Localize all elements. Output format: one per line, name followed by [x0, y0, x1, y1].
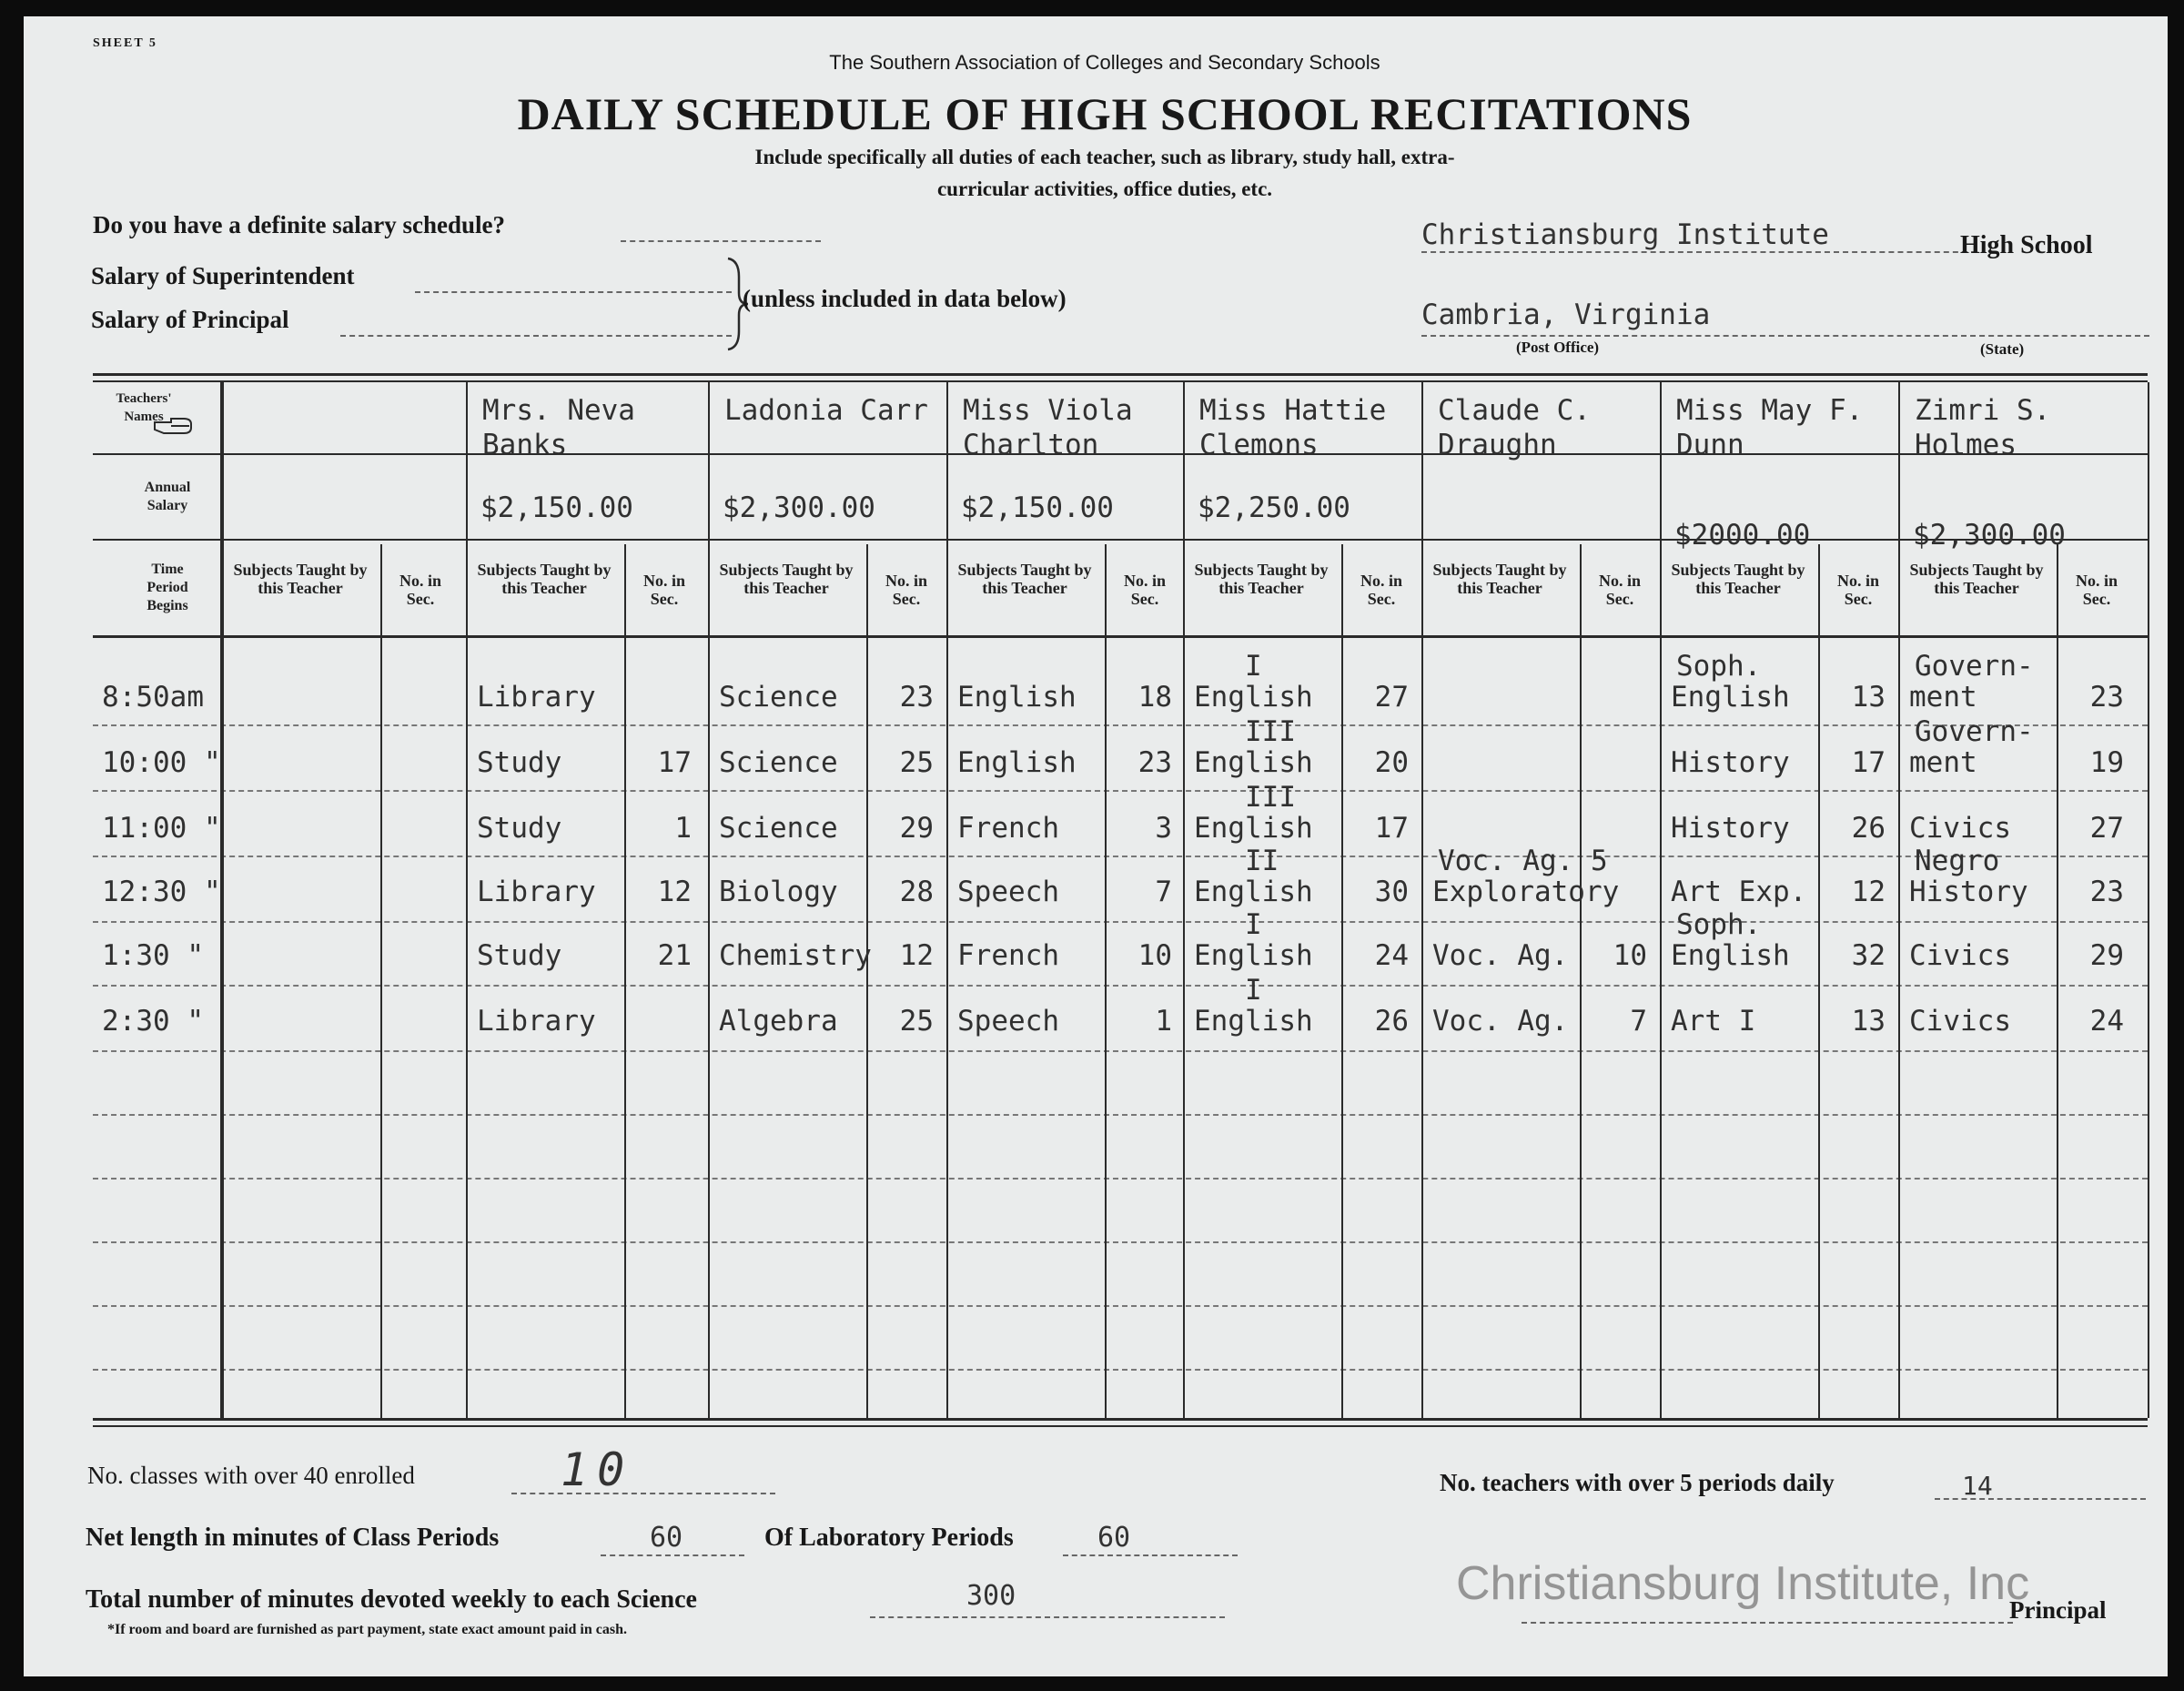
- section-count-cell: 24: [1374, 939, 1409, 972]
- subject-cell: Art Exp.: [1671, 876, 1807, 908]
- teachers-over-5-value: 14: [1962, 1471, 1993, 1501]
- row-line: [93, 1241, 2148, 1243]
- subject-prefix: II: [1245, 845, 1279, 877]
- subject-cell: Art I: [1671, 1005, 1756, 1038]
- high-school-label: High School: [1960, 231, 2093, 259]
- col-divider-teacher: [708, 382, 710, 1418]
- row-line: [93, 790, 2148, 792]
- col-divider-sec: [1818, 544, 1820, 1418]
- subject-cell: Speech: [957, 876, 1059, 908]
- subject-cell: English: [1194, 1005, 1313, 1038]
- annual-salary-value: $2,300.00: [1913, 519, 2066, 552]
- subject-prefix: III: [1245, 781, 1296, 814]
- subject-prefix: Voc. Ag. 5: [1438, 845, 1608, 877]
- subject-cell: Chemistry: [719, 939, 872, 972]
- row-line: [93, 985, 2148, 987]
- section-count-cell: 10: [1138, 939, 1172, 972]
- no-in-sec-header: No. in Sec.: [2075, 572, 2118, 608]
- section-count-cell: 12: [1851, 876, 1886, 908]
- section-count-cell: 29: [2089, 939, 2124, 972]
- subject-cell: Civics: [1909, 1005, 2011, 1038]
- period-start-time: 8:50am: [102, 681, 204, 714]
- section-count-cell: 1: [674, 812, 692, 845]
- subject-prefix: I: [1245, 650, 1262, 683]
- subject-cell: Library: [477, 681, 596, 714]
- salary-row-divider: [93, 539, 2148, 541]
- lab-periods-line: [1063, 1554, 1238, 1556]
- annual-salary-value: $2,250.00: [1198, 491, 1350, 524]
- col-divider-teacher: [466, 382, 468, 1418]
- period-start-time: 12:30 ": [102, 876, 221, 908]
- principal-salary-label: Salary of Principal: [91, 306, 289, 333]
- section-count-cell: 21: [657, 939, 692, 972]
- section-count-cell: 29: [899, 812, 934, 845]
- subject-cell: Voc. Ag.: [1432, 939, 1569, 972]
- section-count-cell: 1: [1155, 1005, 1172, 1038]
- no-in-sec-header: No. in Sec.: [1836, 572, 1879, 608]
- subject-cell: Civics: [1909, 812, 2011, 845]
- section-count-cell: 12: [657, 876, 692, 908]
- principal-signature-line: [1522, 1622, 2013, 1624]
- section-count-cell: 10: [1613, 939, 1647, 972]
- no-in-sec-header: No. in Sec.: [399, 572, 441, 608]
- unless-note: (unless included in data below): [743, 285, 1067, 312]
- section-count-cell: 23: [2089, 876, 2124, 908]
- row-line: [93, 856, 2148, 857]
- subject-cell: History: [1909, 876, 2028, 908]
- subject-cell: Speech: [957, 1005, 1059, 1038]
- section-count-cell: 12: [899, 939, 934, 972]
- section-count-cell: 23: [899, 681, 934, 714]
- section-count-cell: 23: [1138, 746, 1172, 779]
- col-divider-teacher: [222, 382, 224, 1418]
- table-top-border: [93, 373, 2148, 376]
- table-top-border-inner: [93, 380, 2148, 382]
- col-divider-teacher: [1183, 382, 1185, 1418]
- subject-prefix: III: [1245, 715, 1296, 748]
- row-line: [93, 1178, 2148, 1180]
- subject-cell: Voc. Ag.: [1432, 1005, 1569, 1038]
- state-label: (State): [1980, 340, 2025, 358]
- subjects-header: Subjects Taught by this Teacher: [1909, 561, 2044, 597]
- section-count-cell: 27: [1374, 681, 1409, 714]
- no-in-sec-header: No. in Sec.: [1360, 572, 1402, 608]
- subject-cell: English: [1671, 939, 1790, 972]
- no-in-sec-header: No. in Sec.: [1598, 572, 1641, 608]
- time-period-label: Time Period Begins: [147, 562, 188, 613]
- classes-over-40-value: 10: [561, 1443, 634, 1496]
- no-in-sec-header: No. in Sec.: [642, 572, 685, 608]
- form-sheet: [24, 16, 2168, 1676]
- subject-prefix: Govern-: [1915, 715, 2034, 748]
- section-count-cell: 25: [899, 746, 934, 779]
- col-divider-sec: [1580, 544, 1582, 1418]
- teacher-name: Claude C. Draughn: [1438, 394, 1591, 461]
- net-length-label: Net length in minutes of Class Periods: [86, 1524, 500, 1552]
- section-count-cell: 18: [1138, 681, 1172, 714]
- subject-cell: Study: [477, 746, 562, 779]
- annual-salary-value: $2000.00: [1674, 519, 1811, 552]
- col-divider-teacher: [946, 382, 948, 1418]
- net-length-value: 60: [650, 1522, 683, 1554]
- subject-cell: Science: [719, 681, 838, 714]
- post-office-value: Cambria, Virginia: [1421, 299, 1711, 331]
- science-minutes-line: [870, 1616, 1225, 1618]
- col-divider-sec: [866, 544, 868, 1418]
- subject-cell: Science: [719, 746, 838, 779]
- no-in-sec-header: No. in Sec.: [885, 572, 927, 608]
- subject-cell: Library: [477, 1005, 596, 1038]
- principal-salary-line: [340, 335, 732, 337]
- table-bottom-border: [93, 1418, 2148, 1421]
- subject-cell: Biology: [719, 876, 838, 908]
- superintendent-salary-label: Salary of Superintendent: [91, 262, 355, 289]
- header-row-divider: [93, 635, 2148, 638]
- period-start-time: 2:30 ": [102, 1005, 204, 1038]
- col-divider-end: [2148, 382, 2149, 1418]
- annual-salary-label: Annual Salary: [144, 480, 191, 513]
- subject-cell: ment: [1909, 681, 1977, 714]
- teacher-name: Mrs. Neva Banks: [482, 394, 635, 461]
- principal-label: Principal: [2009, 1596, 2107, 1624]
- science-minutes-value: 300: [966, 1580, 1016, 1612]
- classes-over-40-line: [511, 1493, 775, 1494]
- col-divider-teacher: [1660, 382, 1662, 1418]
- row-line: [93, 1050, 2148, 1052]
- subject-prefix: Negro: [1915, 845, 2000, 877]
- subjects-header: Subjects Taught by this Teacher: [719, 561, 854, 597]
- subject-prefix: Soph.: [1676, 650, 1762, 683]
- subject-cell: Study: [477, 812, 562, 845]
- subject-cell: History: [1671, 812, 1790, 845]
- subjects-header: Subjects Taught by this Teacher: [1671, 561, 1805, 597]
- section-count-cell: 13: [1851, 681, 1886, 714]
- section-count-cell: 26: [1851, 812, 1886, 845]
- section-count-cell: 24: [2089, 1005, 2124, 1038]
- teacher-name: Miss Hattie Clemons: [1199, 394, 1387, 461]
- classes-over-40-label: No. classes with over 40 enrolled: [87, 1462, 415, 1489]
- subject-prefix: Govern-: [1915, 650, 2034, 683]
- subject-cell: English: [1194, 876, 1313, 908]
- footnote: *If room and board are furnished as part payment, state exact amount paid in cash.: [107, 1622, 627, 1637]
- section-count-cell: 3: [1155, 812, 1172, 845]
- pointing-hand-icon: [153, 417, 193, 435]
- teachers-over-5-label: No. teachers with over 5 periods daily: [1440, 1469, 1835, 1496]
- col-divider-sec: [624, 544, 626, 1418]
- subject-cell: English: [1194, 812, 1313, 845]
- section-count-cell: 17: [657, 746, 692, 779]
- subject-cell: French: [957, 812, 1059, 845]
- section-count-cell: 17: [1374, 812, 1409, 845]
- section-count-cell: 30: [1374, 876, 1409, 908]
- net-length-line: [601, 1554, 744, 1556]
- row-line: [93, 921, 2148, 923]
- subject-cell: Exploratory: [1432, 876, 1620, 908]
- subject-cell: English: [1194, 939, 1313, 972]
- annual-salary-value: $2,300.00: [723, 491, 875, 524]
- subject-cell: French: [957, 939, 1059, 972]
- section-count-cell: 7: [1155, 876, 1172, 908]
- section-count-cell: 13: [1851, 1005, 1886, 1038]
- subjects-header: Subjects Taught by this Teacher: [477, 561, 612, 597]
- sheet-number: SHEET 5: [93, 36, 157, 50]
- period-start-time: 11:00 ": [102, 812, 221, 845]
- section-count-cell: 26: [1374, 1005, 1409, 1038]
- instructions-line-2: curricular activities, office duties, etc.: [936, 177, 1273, 200]
- annual-salary-value: $2,150.00: [480, 491, 633, 524]
- section-count-cell: 25: [899, 1005, 934, 1038]
- form-title: DAILY SCHEDULE OF HIGH SCHOOL RECITATIONS: [517, 88, 1693, 139]
- post-office-label: (Post Office): [1516, 339, 1600, 356]
- row-line: [93, 1114, 2148, 1116]
- science-minutes-label: Total number of minutes devoted weekly to each Science: [86, 1585, 697, 1614]
- subject-cell: Civics: [1909, 939, 2011, 972]
- subject-cell: Algebra: [719, 1005, 838, 1038]
- col-divider-sec: [1105, 544, 1107, 1418]
- annual-salary-value: $2,150.00: [961, 491, 1114, 524]
- subject-cell: English: [1671, 681, 1790, 714]
- subject-cell: Study: [477, 939, 562, 972]
- section-count-cell: 7: [1630, 1005, 1647, 1038]
- subject-cell: Science: [719, 812, 838, 845]
- subjects-header: Subjects Taught by this Teacher: [957, 561, 1092, 597]
- col-divider-sec: [1341, 544, 1343, 1418]
- subjects-header: Subjects Taught by this Teacher: [1194, 561, 1329, 597]
- teacher-name: Miss Viola Charlton: [963, 394, 1133, 461]
- teacher-name: Miss May F. Dunn: [1676, 394, 1864, 461]
- subject-cell: ment: [1909, 746, 1977, 779]
- subject-prefix: I: [1245, 974, 1262, 1007]
- salary-schedule-answer-line: [621, 240, 821, 242]
- subjects-header: Subjects Taught by this Teacher: [1432, 561, 1567, 597]
- row-line: [93, 1305, 2148, 1307]
- section-count-cell: 27: [2089, 812, 2124, 845]
- subject-prefix: I: [1245, 908, 1262, 941]
- section-count-cell: 28: [899, 876, 934, 908]
- watermark-text: Christiansburg Institute, Inc: [1456, 1557, 2030, 1610]
- subject-cell: History: [1671, 746, 1790, 779]
- col-divider-sec: [2057, 544, 2058, 1418]
- table-bottom-border-inner: [93, 1425, 2148, 1427]
- period-start-time: 1:30 ": [102, 939, 204, 972]
- teachers-names-label: Teachers' Names: [116, 391, 172, 424]
- salary-schedule-question: Do you have a definite salary schedule?: [93, 211, 506, 238]
- subject-cell: English: [1194, 681, 1313, 714]
- lab-periods-value: 60: [1097, 1522, 1131, 1554]
- superintendent-salary-line: [415, 291, 732, 293]
- section-count-cell: 17: [1851, 746, 1886, 779]
- teacher-name: Zimri S. Holmes: [1915, 394, 2051, 461]
- instructions-line-1: Include specifically all duties of each teacher, such as library, study hall, extra-: [754, 146, 1455, 168]
- lab-periods-label: Of Laboratory Periods: [764, 1524, 1014, 1552]
- col-divider-sec: [380, 544, 382, 1418]
- subject-cell: English: [1194, 746, 1313, 779]
- period-start-time: 10:00 ": [102, 746, 221, 779]
- no-in-sec-header: No. in Sec.: [1123, 572, 1166, 608]
- subject-cell: Library: [477, 876, 596, 908]
- col-divider-teacher: [1898, 382, 1900, 1418]
- row-line: [93, 724, 2148, 726]
- subject-prefix: Soph.: [1676, 908, 1762, 941]
- school-name-line: [1421, 251, 1977, 253]
- association-name: The Southern Association of Colleges and Secondary Schools: [829, 51, 1380, 74]
- row-line: [93, 1369, 2148, 1371]
- section-count-cell: 32: [1851, 939, 1886, 972]
- subject-cell: English: [957, 681, 1077, 714]
- post-office-line: [1421, 335, 2149, 337]
- teacher-name: Ladonia Carr: [724, 394, 928, 427]
- subject-cell: English: [957, 746, 1077, 779]
- school-name: Christiansburg Institute: [1421, 218, 1829, 251]
- section-count-cell: 20: [1374, 746, 1409, 779]
- section-count-cell: 19: [2089, 746, 2124, 779]
- subjects-header: Subjects Taught by this Teacher: [233, 561, 368, 597]
- section-count-cell: 23: [2089, 681, 2124, 714]
- col-divider-teacher: [1421, 382, 1423, 1418]
